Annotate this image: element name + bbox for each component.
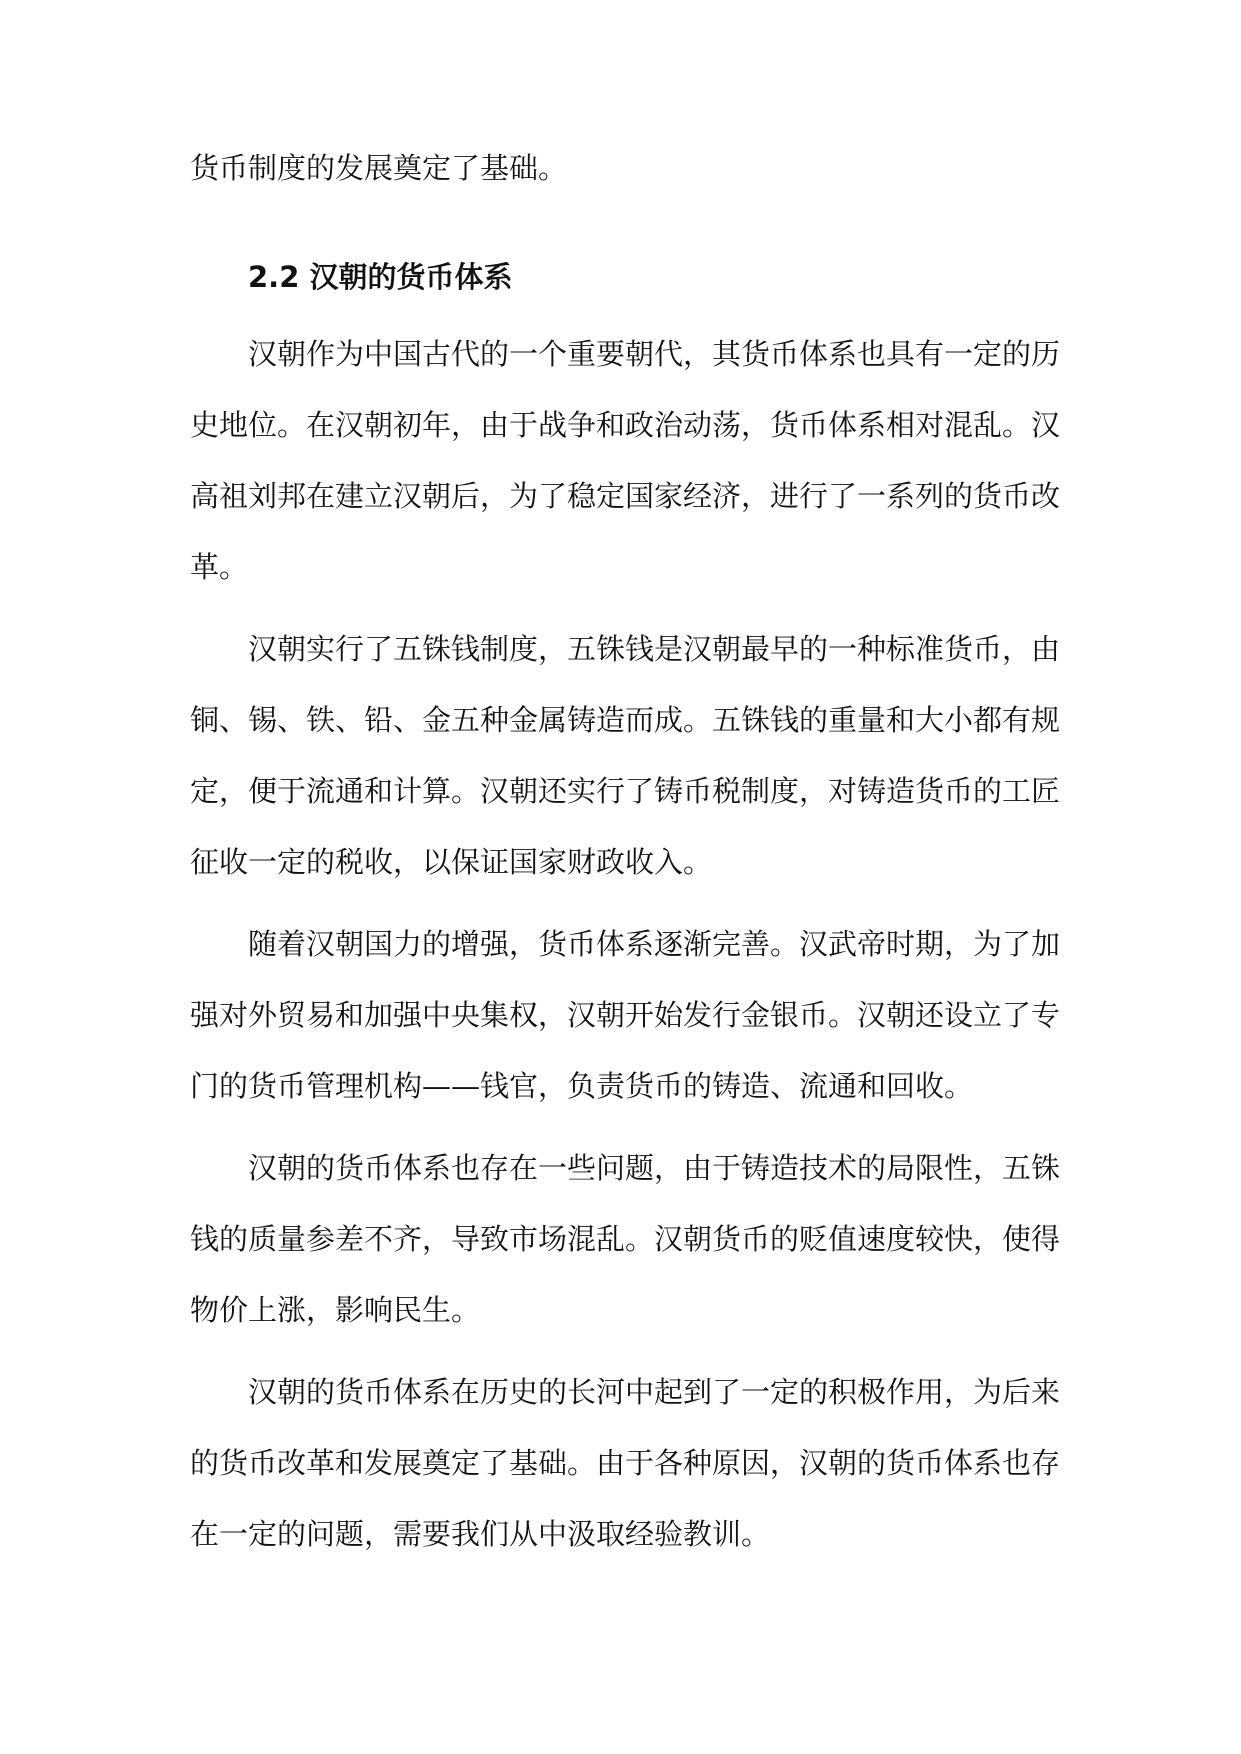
paragraph-4-line-2: 钱的质量参差不齐，导致市场混乱。汉朝货币的贬值速度较快，使得 [190,1222,1060,1256]
paragraph-3-line-1: 随着汉朝国力的增强，货币体系逐渐完善。汉武帝时期，为了加 [248,927,1060,961]
paragraph-1-line-1: 汉朝作为中国古代的一个重要朝代，其货币体系也具有一定的历 [248,337,1060,371]
paragraph-4-line-1: 汉朝的货币体系也存在一些问题，由于铸造技术的局限性，五铢 [248,1151,1060,1185]
paragraph-2-line-2: 铜、锡、铁、铅、金五种金属铸造而成。五铢钱的重量和大小都有规 [190,703,1060,737]
paragraph-2-line-3: 定，便于流通和计算。汉朝还实行了铸币税制度，对铸造货币的工匠 [190,774,1060,808]
paragraph-2-line-4: 征收一定的税收，以保证国家财政收入。 [190,845,713,879]
paragraph-5-line-1: 汉朝的货币体系在历史的长河中起到了一定的积极作用，为后来 [248,1375,1060,1409]
paragraph-1-line-3: 高祖刘邦在建立汉朝后，为了稳定国家经济，进行了一系列的货币改 [190,479,1060,513]
paragraph-3-line-2: 强对外贸易和加强中央集权，汉朝开始发行金银币。汉朝还设立了专 [190,998,1060,1032]
paragraph-3-line-3: 门的货币管理机构——钱官，负责货币的铸造、流通和回收。 [190,1069,974,1103]
section-heading: 2.2 汉朝的货币体系 [248,260,513,294]
paragraph-4-line-3: 物价上涨，影响民生。 [190,1293,481,1327]
paragraph-1-line-2: 史地位。在汉朝初年，由于战争和政治动荡，货币体系相对混乱。汉 [190,408,1060,442]
paragraph-continuation-line: 货币制度的发展奠定了基础。 [190,151,568,185]
paragraph-2-line-1: 汉朝实行了五铢钱制度，五铢钱是汉朝最早的一种标准货币，由 [248,632,1060,666]
paragraph-1-line-4: 革。 [190,550,249,584]
paragraph-5-line-2: 的货币改革和发展奠定了基础。由于各种原因，汉朝的货币体系也存 [190,1446,1060,1480]
paragraph-5-line-3: 在一定的问题，需要我们从中汲取经验教训。 [190,1517,771,1551]
